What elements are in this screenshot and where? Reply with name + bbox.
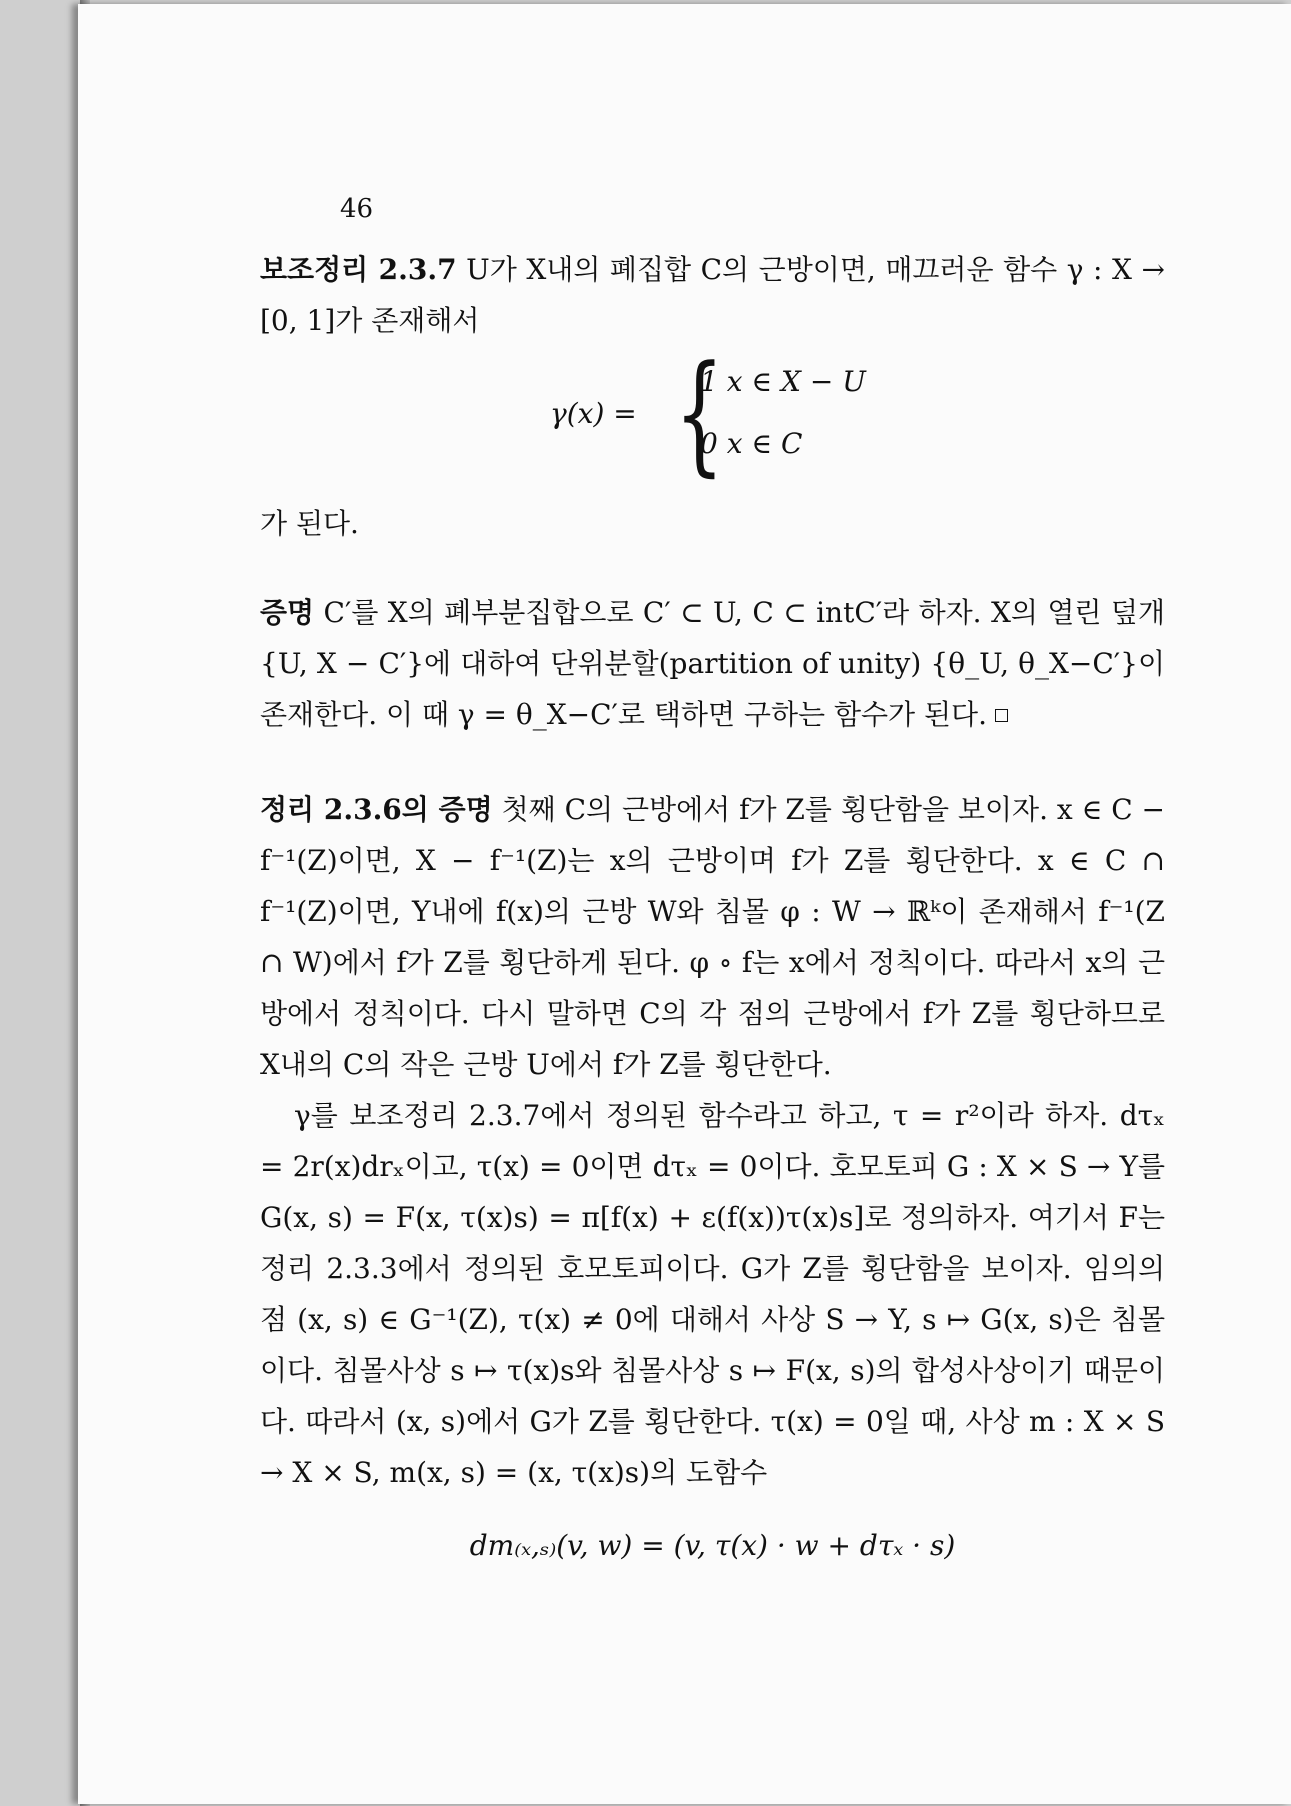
proof-paragraph: [260, 587, 1165, 740]
theorem-proof-text-1: 첫째 C의 근방에서 f가 Z를 횡단함을 보이자. x ∈ C − f⁻¹(Z)이면, X − f⁻¹(Z)는 x의 근방이며 f가 Z를 횡단한다. x ∈ C ∩ f⁻¹(Z)이면, Y내에 f(x)의 근방 W와 침몰 φ : W → ℝᵏ이 존재해서 f⁻¹(Z ∩ W)에서 f가 Z를 횡단하게 된다. φ ∘ f는 x에서 정칙이다. 따라서 x의 근방에서 정칙이다. 다시 말하면 C의 각 점의 근방에서 f가 Z를 횡단하므로 X내의 C의 작은 근방 U에서 f가 Z를 횡단한다.: [260, 793, 1166, 1081]
case-row-1: 1 x ∈ X − U: [700, 365, 866, 398]
lemma-tail: 가 된다.: [260, 507, 359, 540]
derivative-formula: dm₍ₓ,ₛ₎(v, w) = (v, τ(x) · w + dτₓ · s): [469, 1529, 956, 1562]
lemma-label: 보조정리 2.3.7: [260, 253, 457, 286]
proof-label: 증명: [260, 596, 315, 629]
theorem-proof-paragraph-2: γ를 보조정리 2.3.7에서 정의된 함수라고 하고, τ = r²이라 하자. dτₓ = 2r(x)drₓ이고, τ(x) = 0이면 dτₓ = 0이다. 호모토피 G : X × S → Y를 G(x, s) = F(x, τ(x)s) = π[f(x) + ε(f(x))τ(x)s]로 정의하자. 여기서 F는 정리 2.3.3에서 정의된 호모토피이다. G가 Z를 횡단함을 보이자. 임의의 점 (x, s) ∈ G⁻¹(Z), τ(x) ≠ 0에 대해서 사상 S → Y, s ↦ G(x, s)은 침몰이다. 침몰사상 s ↦ τ(x)s와 침몰사상 s ↦ F(x, s)의 합성사상이기 때문이다. 따라서 (x, s)에서 G가 Z를 횡단한다. τ(x) = 0일 때, 사상 m : X × S → X × S, m(x, s) = (x, τ(x)s)의 도함수: [260, 1099, 1165, 1489]
theorem-proof-paragraph-1: [260, 784, 1165, 1090]
lemma-text: U가 X내의 폐집합 C의 근방이면, 매끄러운 함수 γ : X → [0, 1]가 존재해서: [260, 253, 1165, 337]
text-block: [260, 244, 1165, 1571]
qed-square-icon: [995, 709, 1008, 722]
theorem-proof-label: 정리 2.3.6의 증명: [260, 793, 493, 826]
proof-text: C′를 X의 폐부분집합으로 C′ ⊂ U, C ⊂ intC′라 하자. X의 열린 덮개 {U, X − C′}에 대하여 단위분할(partition of unity) {θ_U, θ_X−C′}이 존재한다. 이 때 γ = θ_X−C′로 택하면 구하는 함수가 된다.: [260, 596, 1165, 731]
cases-formula: [260, 337, 1165, 489]
lemma-statement: [260, 244, 1165, 346]
page-number: 46: [340, 194, 374, 224]
page: [78, 4, 1291, 1804]
left-brace-icon: {: [674, 337, 725, 489]
cases-lhs: γ(x) =: [550, 397, 637, 430]
case-row-2: 0 x ∈ C: [700, 427, 803, 460]
